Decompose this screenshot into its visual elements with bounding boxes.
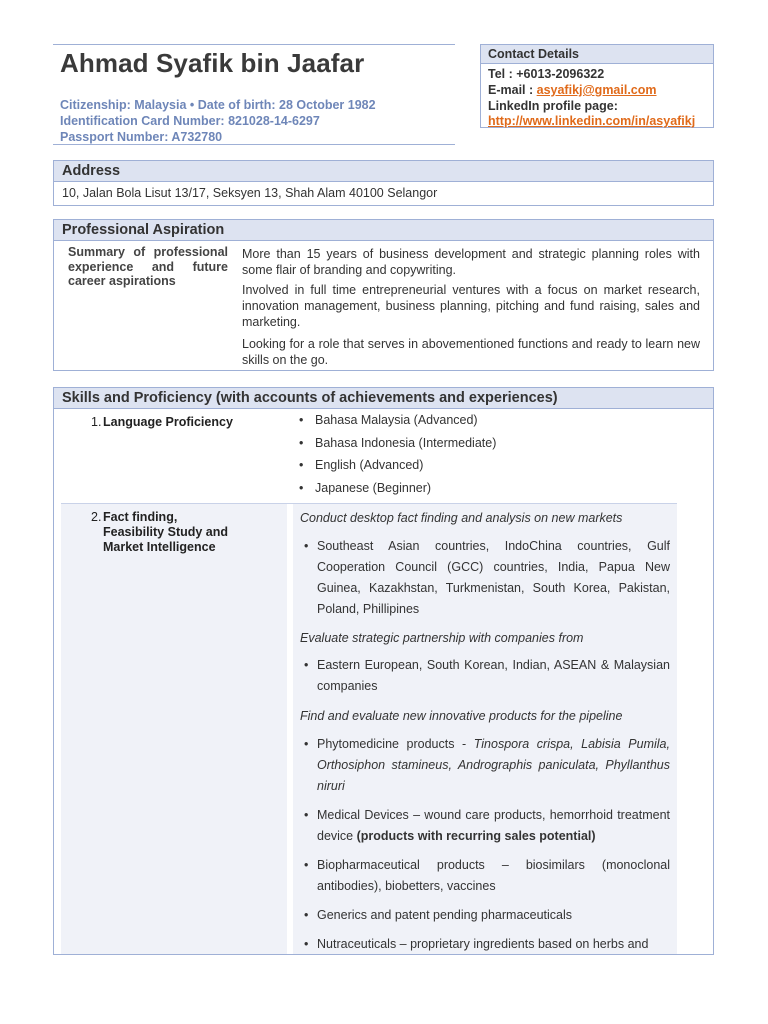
bullet-text: Nutraceuticals – proprietary ingredients based on herbs and (317, 937, 649, 951)
id-card-line: Identification Card Number: 821028-14-6297 (60, 114, 320, 128)
fact-finding-left-panel (61, 504, 287, 955)
skill-title-fact-1: Fact finding, (103, 510, 178, 524)
bullet-text: Biopharmaceutical products – biosimilars (monoclonal antibodies), biobetters, vaccines (317, 858, 670, 893)
fact-heading-products: Find and evaluate new innovative products for the pipeline (300, 709, 623, 723)
contact-email-row (488, 82, 657, 98)
skill-title-fact-3: Market Intelligence (103, 540, 216, 554)
list-item: • Japanese (Beginner) (293, 477, 496, 500)
bullet-text-bold: (products with recurring sales potential) (356, 829, 596, 843)
skills-section-title: Skills and Proficiency (with accounts of achievements and experiences) (53, 387, 714, 409)
aspiration-label: Summary of professional experience and future career aspirations (68, 245, 228, 288)
citizenship-line: Citizenship: Malaysia • Date of birth: 28 October 1982 (60, 98, 376, 112)
list-item: • Nutraceuticals – proprietary ingredients based on herbs and (300, 934, 670, 955)
list-item: • Southeast Asian countries, IndoChina countries, Gulf Cooperation Council (GCC) countries, India, Papua New Guinea, Kazakhstan, Turkmenistan, South Korea, Pakistan, Poland, Phillipines (300, 536, 670, 620)
skill-title-language: Language Proficiency (103, 415, 233, 429)
list-item: • Generics and patent pending pharmaceuticals (300, 905, 670, 926)
fact-finding-detail-panel (293, 504, 677, 955)
fact-heading-markets: Conduct desktop fact finding and analysis on new markets (300, 511, 623, 525)
list-item: • Phytomedicine products - Tinospora crispa, Labisia Pumila, Orthosiphon stamineus, Andrographis paniculata, Phyllanthus niruri (304, 737, 670, 793)
skills-section-body (53, 409, 714, 955)
skill-number: 2. (91, 510, 102, 524)
aspiration-section-title: Professional Aspiration (53, 219, 714, 241)
bullet-text: Southeast Asian countries, IndoChina countries, Gulf Cooperation Council (GCC) countries, India, Papua New Guinea, Kazakhstan, Turkmenistan, South Korea, Pakistan, Poland, Phillipines (317, 539, 670, 616)
linkedin-link[interactable]: http://www.linkedin.com/in/asyafikj (488, 114, 696, 128)
address-section-title: Address (53, 160, 714, 182)
aspiration-paragraph-3: Looking for a role that serves in abovementioned functions and ready to learn new skills on the go. (242, 337, 700, 367)
list-item: • Medical Devices – wound care products, hemorrhoid treatment device (products with recurring sales potential) (304, 808, 670, 843)
list-item: • Biopharmaceutical products – biosimilars (monoclonal antibodies), biobetters, vaccines (300, 855, 670, 897)
aspiration-section-body (53, 241, 714, 371)
skill-title-fact-2: Feasibility Study and (103, 525, 229, 539)
address-text: 10, Jalan Bola Lisut 13/17, Seksyen 13, Shah Alam 40100 Selangor (62, 186, 438, 200)
list-item: • English (Advanced) (293, 454, 496, 477)
address-section-body (53, 182, 714, 206)
skill-number: 1. (91, 415, 102, 429)
bullet-text: Phytomedicine products - (317, 737, 474, 751)
skill-language-row (61, 409, 677, 504)
bullet-text: Generics and patent pending pharmaceuticals (317, 908, 573, 922)
bullet-text-italic: Tinospora crispa, Labisia Pumila, Orthosiphon stamineus, Andrographis paniculata, Phyllanthus niruri (317, 737, 670, 793)
passport-line: Passport Number: A732780 (60, 130, 223, 144)
list-item: • Bahasa Malaysia (Advanced) (293, 409, 496, 432)
aspiration-paragraph-1: More than 15 years of business development and strategic planning roles with some flair of branding and copywriting. (242, 247, 700, 277)
candidate-name: Ahmad Syafik bin Jaafar (60, 48, 365, 78)
header-top-rule (53, 44, 455, 45)
email-link[interactable]: asyafikj@gmail.com (536, 83, 657, 97)
bullet-text: Medical Devices – wound care products, hemorrhoid treatment device (317, 808, 670, 843)
fact-heading-partnership: Evaluate strategic partnership with companies from (300, 631, 584, 645)
list-item: • Bahasa Indonesia (Intermediate) (293, 432, 496, 455)
email-label: E-mail : (488, 83, 537, 97)
bullet-text: Eastern European, South Korean, Indian, ASEAN & Malaysian companies (317, 658, 670, 693)
contact-title: Contact Details (481, 45, 713, 64)
contact-box (480, 44, 714, 128)
skill-fact-finding-row (61, 504, 677, 955)
list-item: • Eastern European, South Korean, Indian, ASEAN & Malaysian companies (300, 655, 670, 697)
language-list (293, 409, 496, 499)
linkedin-label: LinkedIn profile page: (488, 99, 618, 113)
aspiration-paragraph-2: Involved in full time entrepreneurial ventures with a focus on market research, innovation management, business planning, pitching and fund raising, sales and marketing. (242, 283, 700, 329)
contact-tel: Tel : +6013-2096322 (488, 67, 605, 81)
header-bottom-rule (53, 144, 455, 145)
